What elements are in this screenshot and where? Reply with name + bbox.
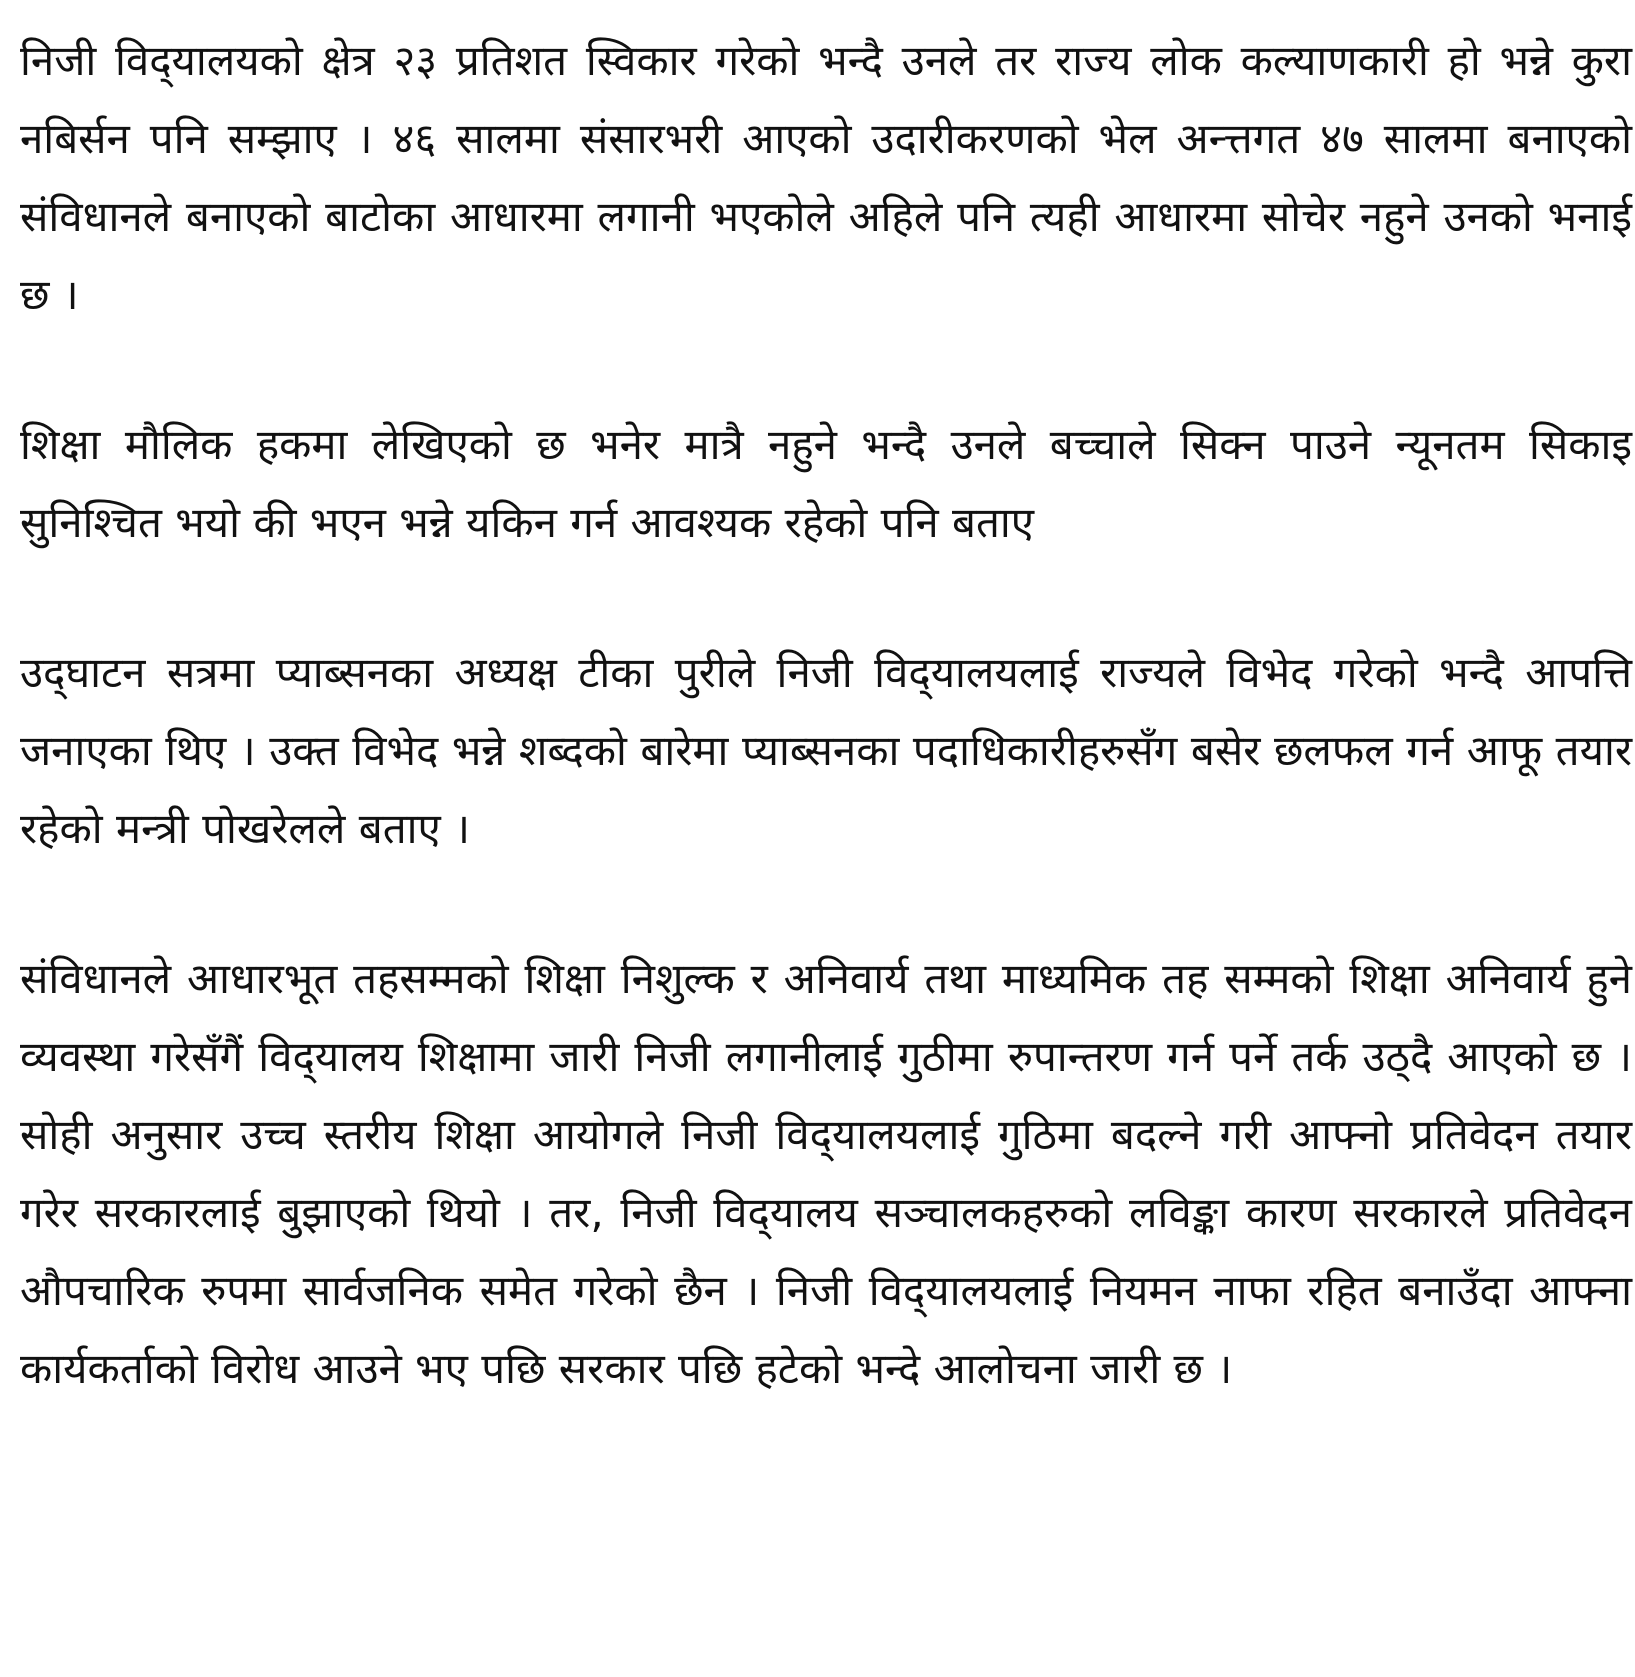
paragraph-1: निजी विद्‌यालयको क्षेत्र २३ प्रतिशत स्विकार गरेको भन्दै उनले तर राज्य लोक कल्याणकारी हो भन्ने कुरा नबिर्सन पनि सम्झाए । ४६ सालमा संसारभरी आएको उदारीकरणको भेल अन्त्तगत ४७ सालमा बनाएको संविधानले बनाएको बाटोका आधारमा लगानी भएकोले अहिले पनि त्यही आधारमा सोचेर नहुने उनको भनाई छ । xyxy=(20,36,1632,319)
paragraph-3: उद्‌घाटन सत्रमा प्याब्सनका अध्यक्ष टीका पुरीले निजी विद्‌यालयलाई राज्यले विभेद गरेको भन्दै आपत्ति जनाएका थिए । उक्त विभेद भन्ने शब्दको बारेमा प्याब्सनका पदाधिकारीहरुसँग बसेर छलफल गर्न आफू तयार रहेको मन्त्री पोखरेलले बताए । xyxy=(20,648,1632,853)
document-page xyxy=(20,0,1632,1408)
paragraph-2: शिक्षा मौलिक हकमा लेखिएको छ भनेर मात्रै नहुने भन्दै उनले बच्चाले सिक्न पाउने न्यूनतम सिकाइ सुनिश्चित भयो की भएन भन्ने यकिन गर्न आवश्यक रहेको पनि बताए xyxy=(20,420,1632,547)
paragraph-4: संविधानले आधारभूत तहसम्मको शिक्षा निशुल्क र अनिवार्य तथा माध्यमिक तह सम्मको शिक्षा अनिवार्य हुने व्यवस्था गरेसँगैं विद्‌यालय शिक्षामा जारी निजी लगानीलाई गुठीमा रुपान्तरण गर्न पर्ने तर्क उठ्‌दै आएको छ । सोही अनुसार उच्च स्तरीय शिक्षा आयोगले निजी विद्‌यालयलाई गुठिमा बदल्ने गरी आफ्नो प्रतिवेदन तयार गरेर सरकारलाई बुझाएको थियो । तर, निजी विद्‌यालय सञ्चालकहरुको लविङ्का कारण सरकारले प्रतिवेदन औपचारिक रुपमा सार्वजनिक समेत गरेको छैन । निजी विद्‌यालयलाई नियमन नाफा रहित बनाउँदा आफ्ना कार्यकर्ताको विरोध आउने भए पछि सरकार पछि हटेको भन्दे आलोचना जारी छ । xyxy=(20,954,1632,1393)
